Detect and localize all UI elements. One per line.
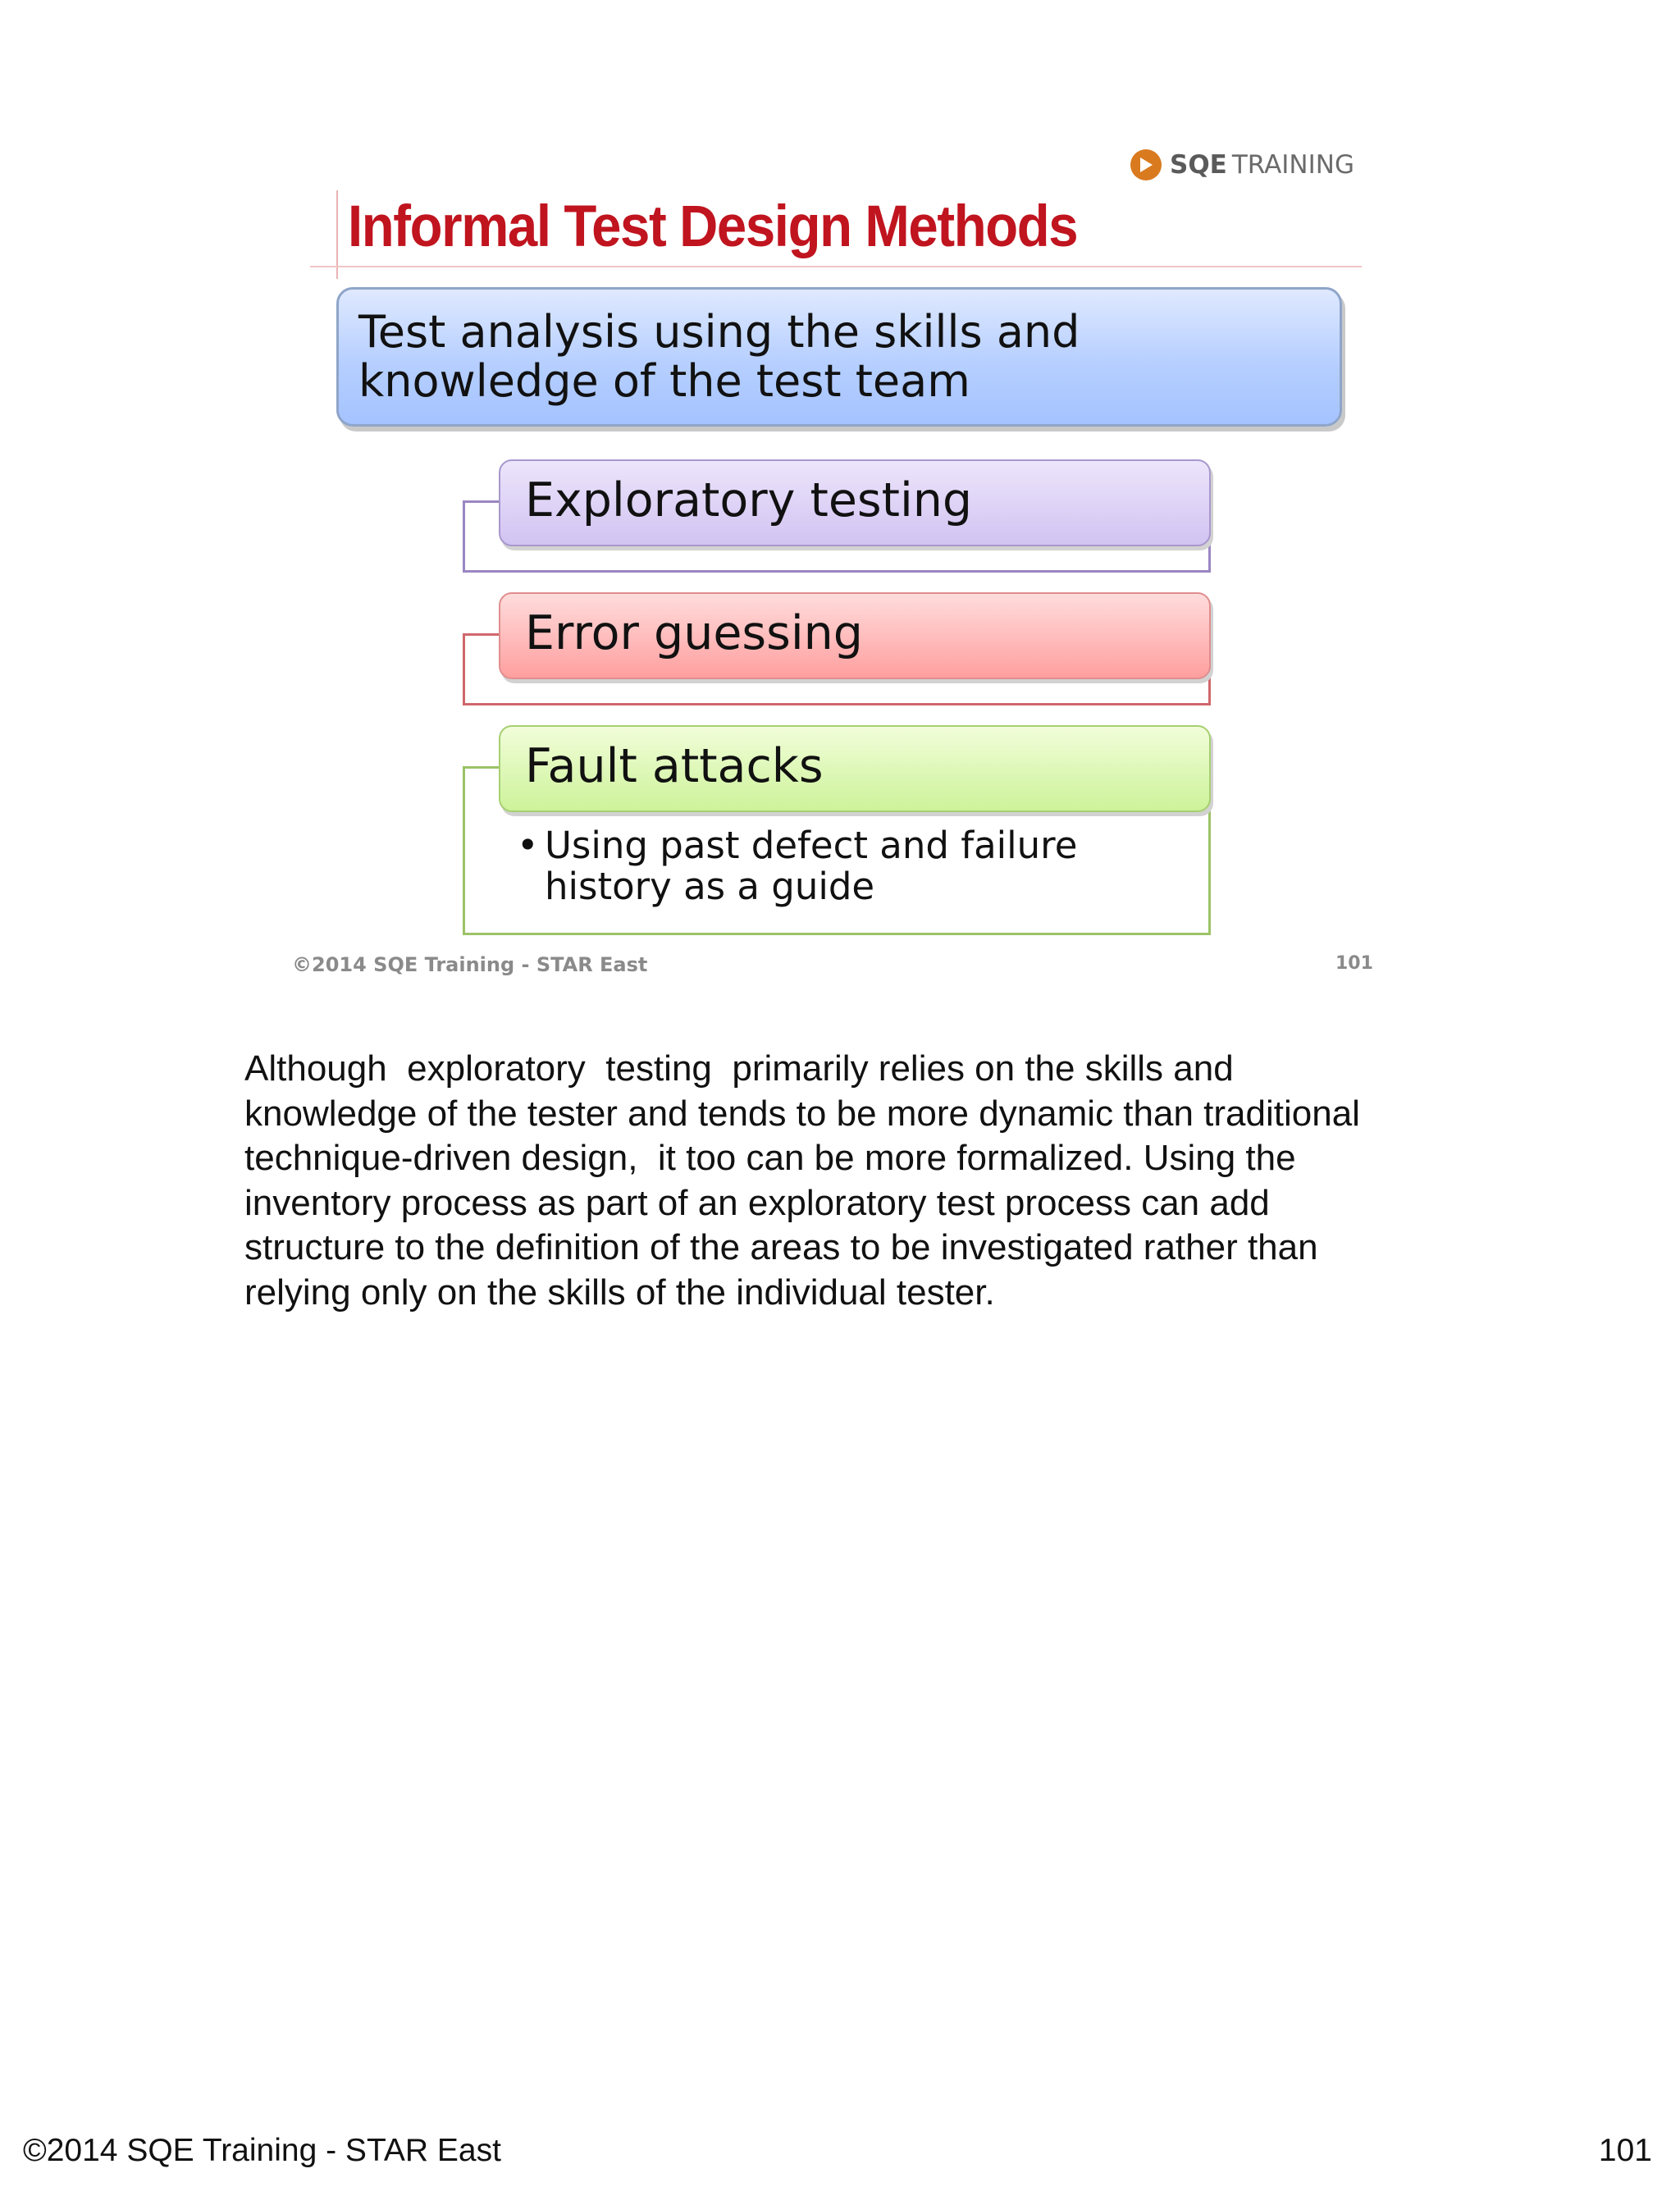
- logo-word: TRAINING: [1231, 150, 1354, 180]
- error-guessing-box: [499, 592, 1211, 679]
- logo-brand: SQE: [1170, 150, 1227, 180]
- fault-attacks-tick: [463, 766, 500, 769]
- exploratory-tick: [463, 500, 500, 503]
- slide-title: Informal Test Design Methods: [348, 194, 1078, 259]
- slide-copyright: ©2014 SQE Training - STAR East: [292, 953, 648, 976]
- fault-bullet-line-1: Using past defect and failure: [545, 824, 1078, 867]
- slide-number: 101: [1335, 953, 1373, 974]
- main-box-line-1: Test analysis using the skills and: [358, 306, 1080, 358]
- error-guessing-label: Error guessing: [525, 606, 863, 660]
- title-horizontal-rule: [310, 266, 1362, 267]
- play-icon: [1130, 149, 1162, 180]
- bullet-dot: •: [517, 824, 539, 867]
- exploratory-testing-label: Exploratory testing: [525, 473, 973, 527]
- exploratory-testing-box: [499, 459, 1211, 546]
- main-box-line-2: knowledge of the test team: [358, 355, 970, 407]
- main-concept-box: [336, 287, 1342, 427]
- sqe-training-logo: [1130, 148, 1354, 182]
- error-guessing-tick: [463, 633, 500, 636]
- page-number: 101: [1598, 2133, 1652, 2168]
- fault-attacks-box: [499, 725, 1211, 812]
- page-copyright: ©2014 SQE Training - STAR East: [23, 2133, 501, 2168]
- fault-attacks-label: Fault attacks: [525, 739, 824, 793]
- speaker-notes-paragraph: Although exploratory testing primarily relies on the skills and knowledge of the tester and tends to be more dynamic than traditional technique-driven design, it too can be more formalized. Using the inventory process as part of an exploratory test process can add structure to the definition of the areas to be investigated rather than relying only on the skills of the individual tester.: [244, 1048, 1360, 1313]
- fault-bullet-line-2: history as a guide: [545, 865, 875, 908]
- slide-image: [279, 131, 1395, 984]
- fault-attacks-bullet: [517, 825, 1140, 907]
